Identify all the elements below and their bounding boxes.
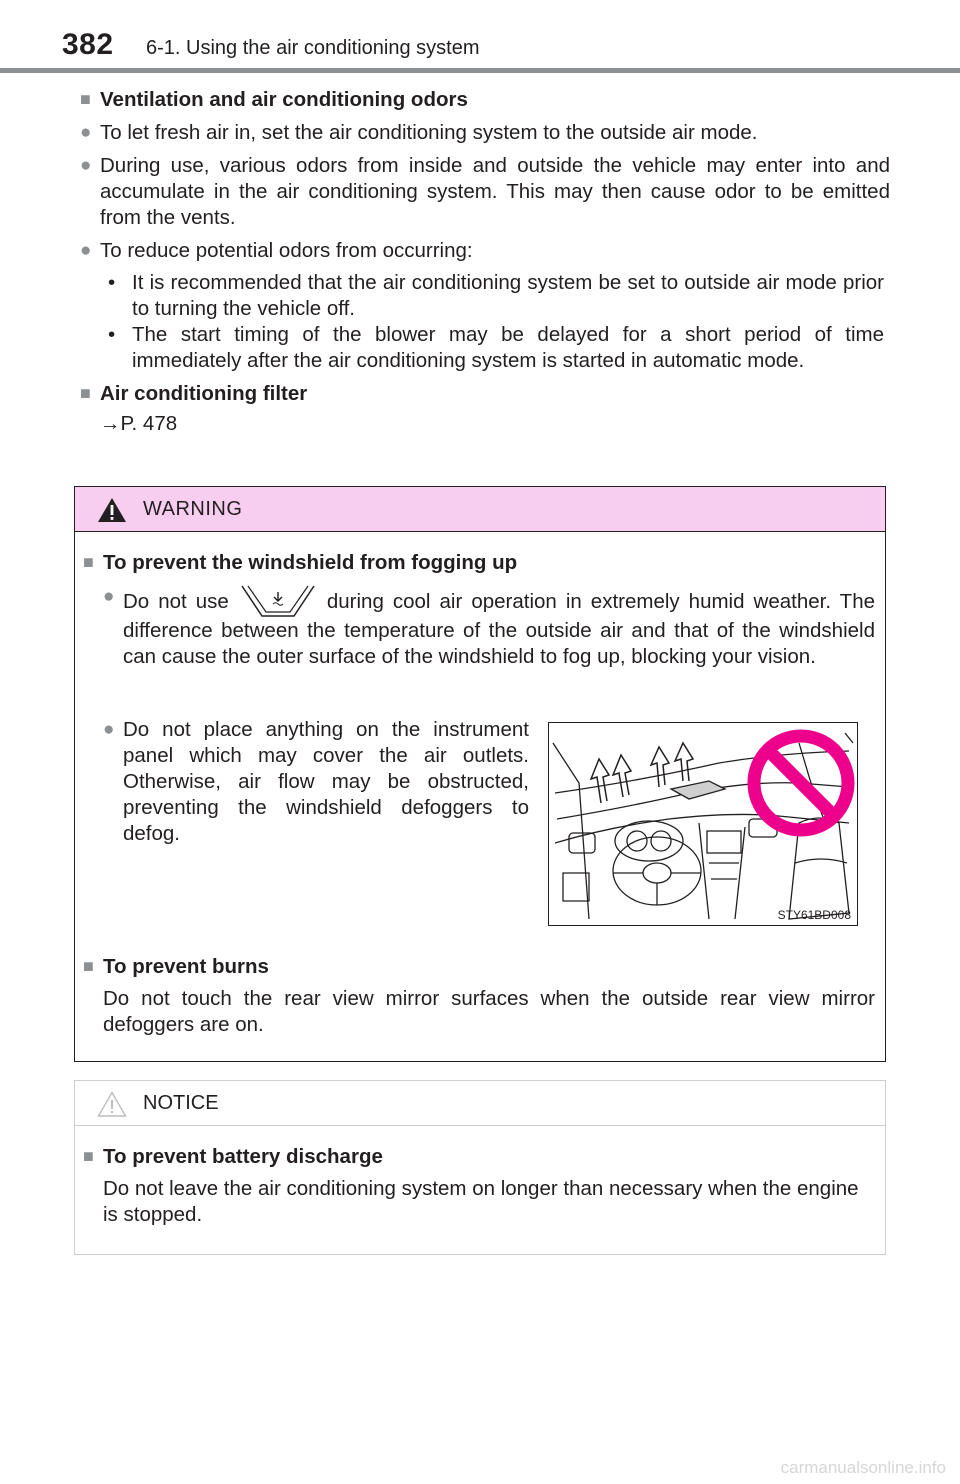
ventilation-heading-text: Ventilation and air conditioning odors (100, 88, 468, 111)
filter-heading-text: Air conditioning filter (100, 382, 308, 405)
dashboard-drawing (549, 723, 856, 924)
square-bullet-icon: ■ (83, 956, 94, 976)
list-item (103, 717, 529, 847)
burns-heading (83, 953, 875, 980)
page-reference[interactable] (100, 411, 890, 437)
battery-text: Do not leave the air conditioning system on longer than necessary when the engine is stopped. (103, 1177, 859, 1226)
battery-heading-text: To prevent battery discharge (103, 1145, 383, 1168)
defroster-icon (238, 584, 318, 618)
main-content (80, 86, 890, 437)
battery-section (83, 1143, 875, 1228)
notice-triangle-icon (97, 1091, 127, 1117)
warning-triangle-icon (97, 497, 127, 523)
notice-box (74, 1080, 886, 1255)
list-item (103, 584, 875, 670)
sub-list (100, 270, 890, 374)
sub-list-item (100, 270, 890, 322)
fog-text-before: Do not use (123, 590, 229, 613)
panel-text: Do not place anything on the instrument panel which may cover the air outlets. Otherwise, air flow may be obstructed, preventing the windshield defoggers to defog. (123, 718, 529, 845)
fog-text-after: during cool air operation in extremely humid weather. The difference between the temperature of the outside air and that of the windshield can cause the outer surface of the windshield to fog up, blocking your vision. (123, 590, 875, 668)
arrow-icon: → (100, 412, 121, 435)
round-bullet-icon: ● (103, 586, 115, 607)
bullet-text: To reduce potential odors from occurring: (100, 239, 473, 262)
bullet-text: To let fresh air in, set the air conditioning system to the outside air mode. (100, 121, 758, 144)
section-title: 6-1. Using the air conditioning system (146, 37, 480, 59)
dot-marker: • (108, 323, 116, 346)
filter-heading (80, 380, 890, 407)
warning-label: WARNING (143, 498, 243, 520)
figure-code: STY61BD008 (777, 908, 851, 922)
square-bullet-icon: ■ (83, 1146, 94, 1166)
page-header (0, 0, 960, 76)
notice-label: NOTICE (143, 1092, 219, 1114)
sub-bullet-text: The start timing of the blower may be delayed for a short period of time immediately after the air conditioning system is started in automatic mode. (132, 323, 884, 372)
list-item (80, 153, 890, 231)
warning-header (75, 487, 885, 532)
battery-heading (83, 1143, 875, 1170)
sub-bullet-text: It is recommended that the air conditioning system be set to outside air mode prior to turning the vehicle off. (132, 271, 884, 320)
burns-section (83, 953, 875, 1038)
header-rule (0, 68, 960, 73)
round-bullet-icon: ● (103, 719, 115, 740)
sub-list-item (100, 322, 890, 374)
page-reference-text[interactable]: P. 478 (120, 412, 178, 435)
dot-marker: • (108, 271, 116, 294)
square-bullet-icon: ■ (80, 383, 91, 403)
bullet-text: During use, various odors from inside and outside the vehicle may enter into and accumulate in the air conditioning system. This may then cause odor to be emitted from the vents. (100, 154, 890, 229)
fog-section (83, 549, 875, 670)
burns-text: Do not touch the rear view mirror surfaces when the outside rear view mirror defoggers are on. (103, 987, 875, 1036)
fog-heading-text: To prevent the windshield from fogging up (103, 551, 518, 574)
round-bullet-icon: ● (80, 240, 92, 261)
list-item (80, 120, 890, 146)
round-bullet-icon: ● (80, 122, 92, 143)
panel-section (83, 717, 529, 847)
watermark: carmanualsonline.info (780, 1458, 946, 1477)
dashboard-illustration (548, 722, 858, 926)
fog-text (123, 584, 875, 670)
page-number: 382 (62, 28, 114, 61)
burns-heading-text: To prevent burns (103, 955, 269, 978)
ventilation-heading (80, 86, 890, 113)
square-bullet-icon: ■ (80, 89, 91, 109)
square-bullet-icon: ■ (83, 552, 94, 572)
fog-heading (83, 549, 875, 576)
round-bullet-icon: ● (80, 155, 92, 176)
list-item (80, 238, 890, 264)
notice-header (75, 1081, 885, 1126)
